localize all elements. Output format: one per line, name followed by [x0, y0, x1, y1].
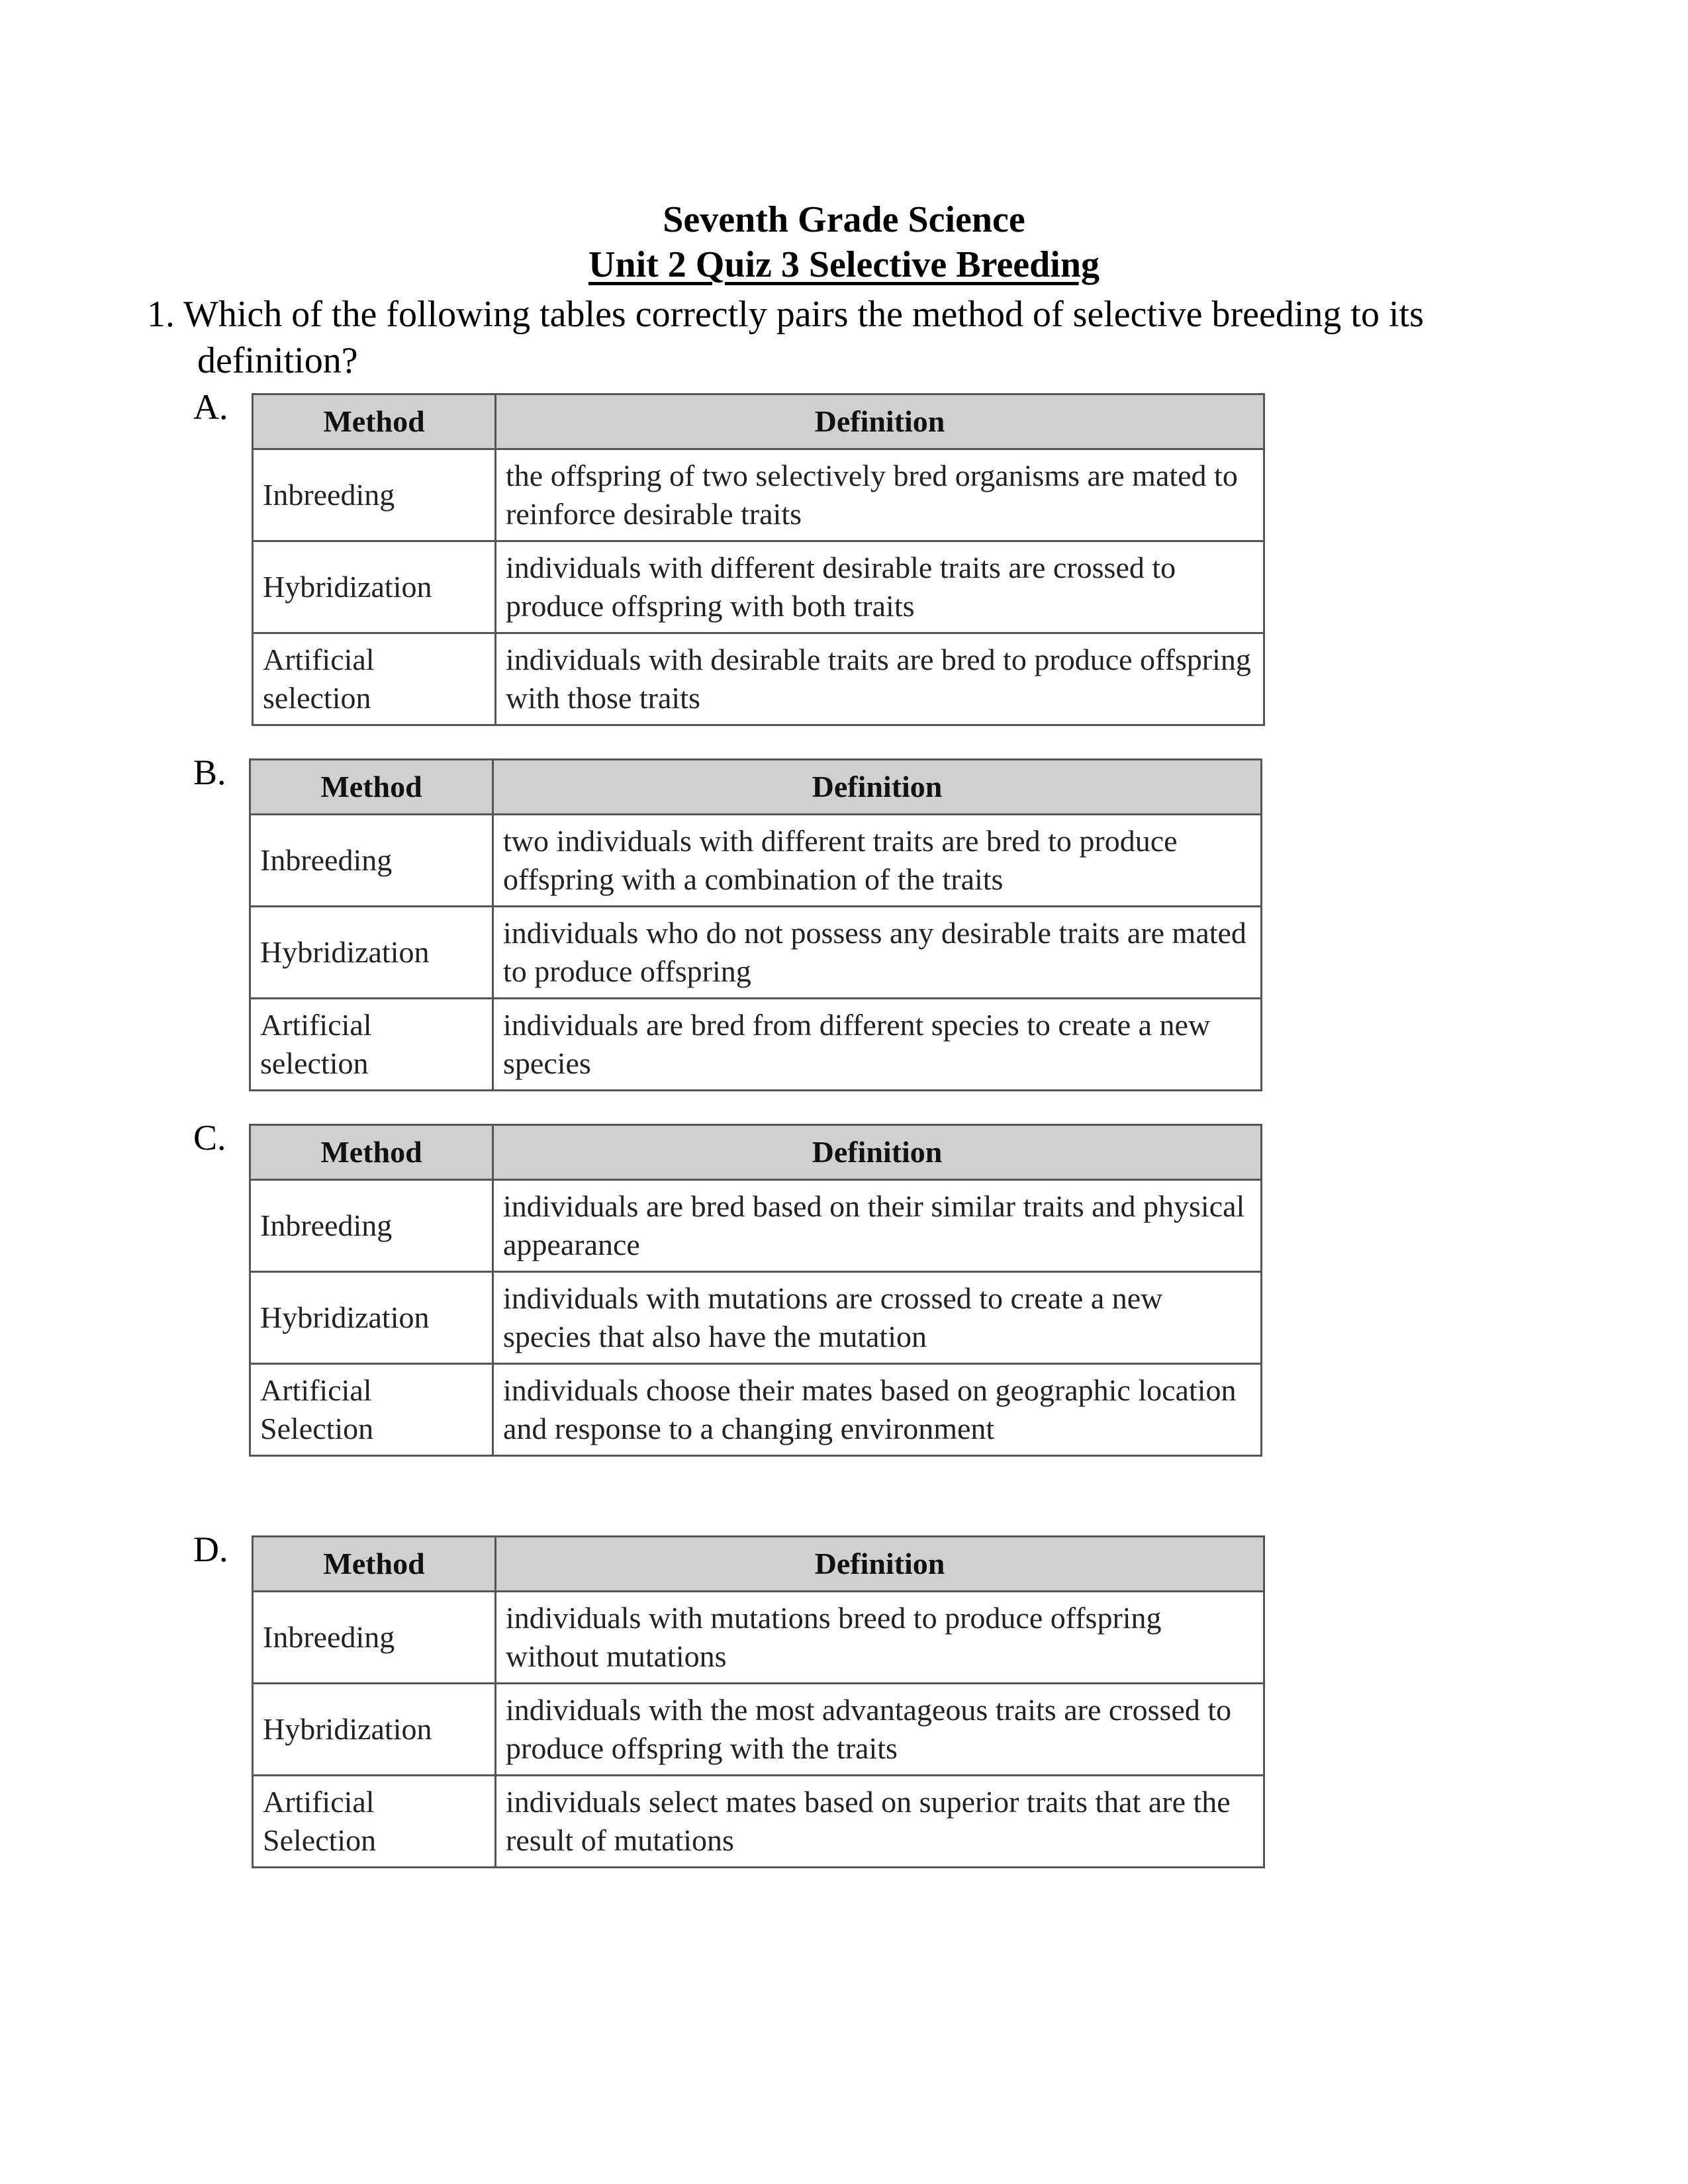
definition-cell: individuals with mutations breed to produce offspring without mutations — [496, 1592, 1264, 1684]
method-cell: Inbreeding — [250, 815, 493, 907]
option-a-label: A. — [193, 387, 228, 427]
option-d-label: D. — [193, 1529, 228, 1569]
question-number: 1. — [147, 294, 175, 335]
method-cell: Hybridization — [250, 1272, 493, 1364]
question-text-line1: Which of the following tables correctly pairs the method of selective breeding to its — [183, 294, 1424, 335]
table-header-row — [250, 760, 1262, 815]
method-header: Method — [253, 394, 496, 449]
method-cell: Hybridization — [253, 541, 496, 633]
table-row — [250, 907, 1262, 999]
table-row — [253, 1684, 1264, 1776]
question-text-line2: definition? — [197, 340, 358, 381]
definition-cell: individuals who do not possess any desirable traits are mated to produce offspring — [493, 907, 1262, 999]
table-row — [250, 1272, 1262, 1364]
document-title: Seventh Grade Science — [663, 199, 1025, 240]
table-row — [253, 449, 1264, 541]
table-row — [253, 1776, 1264, 1868]
question-1 — [147, 291, 1537, 384]
method-cell: Artificial selection — [253, 633, 496, 725]
method-header: Method — [250, 1125, 493, 1180]
definition-cell: the offspring of two selectively bred organisms are mated to reinforce desirable traits — [496, 449, 1264, 541]
definition-cell: individuals with mutations are crossed to create a new species that also have the mutation — [493, 1272, 1262, 1364]
definition-header: Definition — [493, 760, 1262, 815]
table-row — [250, 1364, 1262, 1456]
quiz-title: Unit 2 Quiz 3 Selective Breeding — [588, 244, 1100, 285]
definition-header: Definition — [496, 1537, 1264, 1592]
option-c-label: C. — [193, 1118, 226, 1158]
option-c-table — [249, 1124, 1262, 1457]
method-header: Method — [250, 760, 493, 815]
table-header-row — [253, 394, 1264, 449]
table-row — [250, 999, 1262, 1091]
table-row — [250, 1180, 1262, 1272]
definition-cell: individuals with desirable traits are bred to produce offspring with those traits — [496, 633, 1264, 725]
method-cell: Artificial selection — [250, 999, 493, 1091]
definition-cell: individuals select mates based on superior traits that are the result of mutations — [496, 1776, 1264, 1868]
definition-header: Definition — [493, 1125, 1262, 1180]
table-row — [253, 1592, 1264, 1684]
method-cell: Inbreeding — [253, 1592, 496, 1684]
definition-cell: individuals are bred based on their similar traits and physical appearance — [493, 1180, 1262, 1272]
table-header-row — [253, 1537, 1264, 1592]
table-header-row — [250, 1125, 1262, 1180]
definition-cell: two individuals with different traits are bred to produce offspring with a combination of the traits — [493, 815, 1262, 907]
method-cell: Inbreeding — [250, 1180, 493, 1272]
method-cell: Inbreeding — [253, 449, 496, 541]
definition-cell: individuals choose their mates based on geographic location and response to a changing environment — [493, 1364, 1262, 1456]
table-row — [250, 815, 1262, 907]
definition-cell: individuals with different desirable traits are crossed to produce offspring with both traits — [496, 541, 1264, 633]
method-cell: Hybridization — [253, 1684, 496, 1776]
table-row — [253, 541, 1264, 633]
method-cell: Artificial Selection — [250, 1364, 493, 1456]
option-b-label: B. — [193, 752, 226, 792]
option-d-table — [252, 1535, 1265, 1868]
method-cell: Hybridization — [250, 907, 493, 999]
option-a-table — [252, 393, 1265, 726]
method-cell: Artificial Selection — [253, 1776, 496, 1868]
definition-cell: individuals are bred from different species to create a new species — [493, 999, 1262, 1091]
table-row — [253, 633, 1264, 725]
option-b-table — [249, 758, 1262, 1091]
method-header: Method — [253, 1537, 496, 1592]
definition-cell: individuals with the most advantageous traits are crossed to produce offspring with the traits — [496, 1684, 1264, 1776]
definition-header: Definition — [496, 394, 1264, 449]
